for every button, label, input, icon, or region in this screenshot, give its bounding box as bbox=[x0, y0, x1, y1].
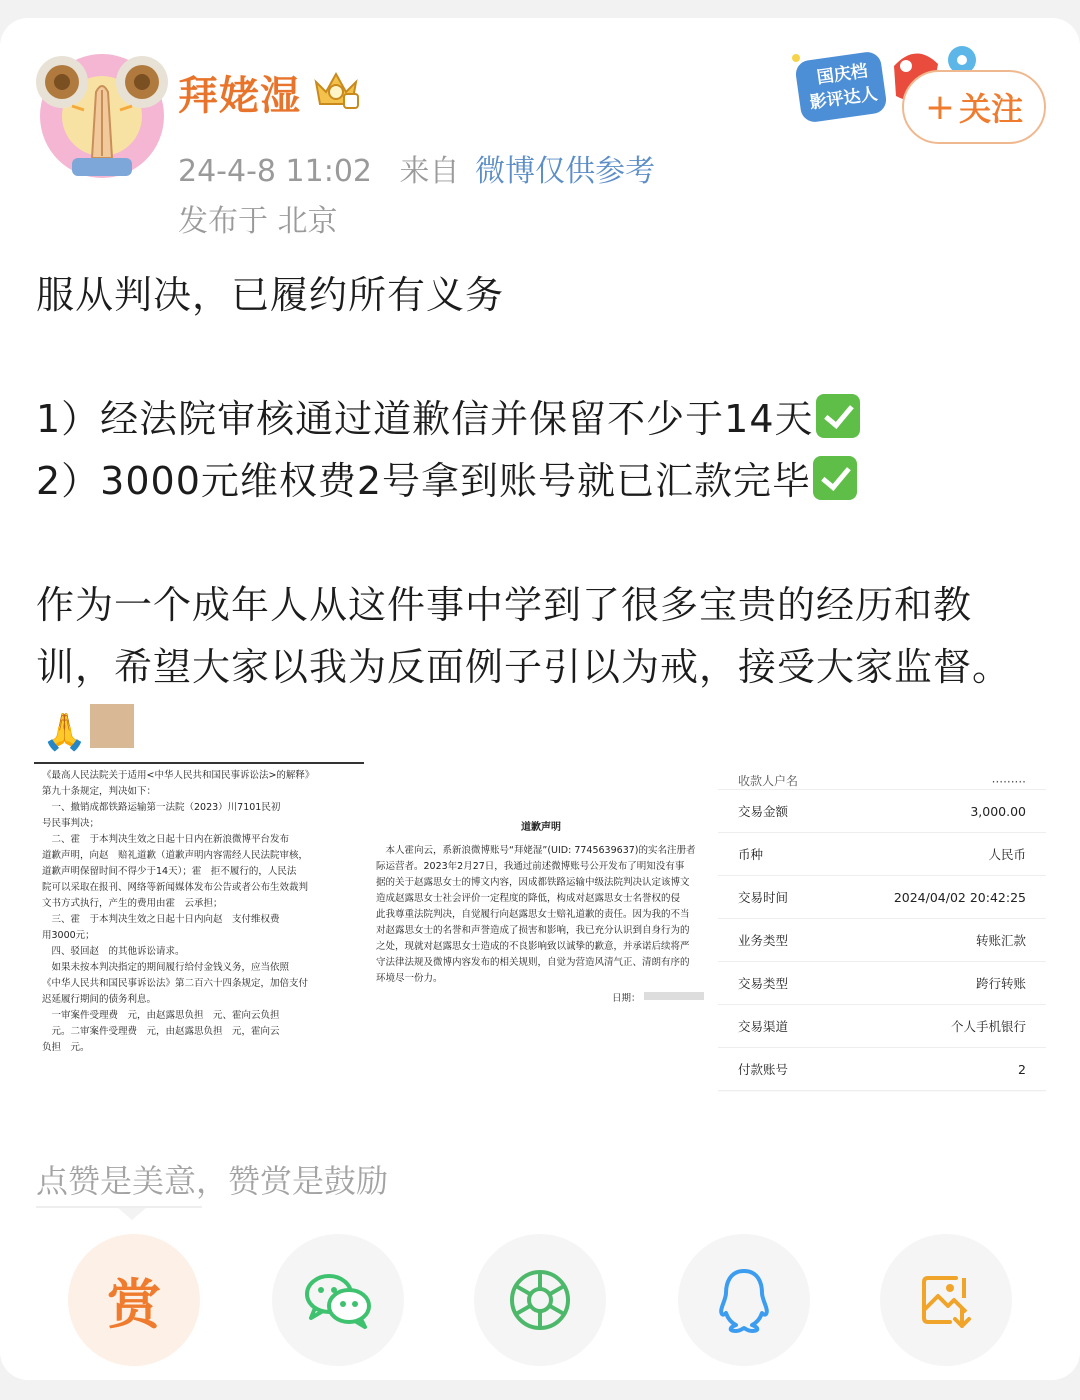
doc-line: 道歉声明，向赵 赔礼道歉（道歉声明内容需经人民法院审核， bbox=[42, 850, 309, 861]
post-meta bbox=[178, 146, 655, 190]
weibo-post-card bbox=[0, 18, 1080, 1380]
post-location: 发布于 北京 bbox=[178, 204, 338, 239]
doc-line: 负担 元。 bbox=[42, 1042, 90, 1053]
tx-value: 2024/04/02 20:42:25 bbox=[893, 889, 1026, 905]
bank-transfer-image[interactable] bbox=[718, 762, 1046, 1092]
tx-top-row: 收款人户名 ········· bbox=[718, 762, 1046, 790]
tx-label: 交易时间 bbox=[738, 890, 789, 905]
doc-line: 号民事判决； bbox=[42, 818, 100, 829]
apology-text bbox=[376, 843, 706, 987]
post-paragraph: 作为一个成年人从这件事中学到了很多宝贵的经历和教训，希望大家以我为反面例子引以为戒，接受大家监督。🙏 bbox=[36, 574, 1046, 764]
doc-line: 二、霍 于本判决生效之日起十日内在新浪微博平台发布 bbox=[42, 834, 290, 845]
save-image-button[interactable] bbox=[880, 1234, 1012, 1366]
doc-line: 三、霍 于本判决生效之日起十日内向赵 支付维权费 bbox=[42, 914, 280, 925]
share-qq-button[interactable] bbox=[678, 1234, 810, 1366]
doc-line: 之处，现就对赵露思女士造成的不良影响致以诚挚的歉意，并承诺后续将严 bbox=[376, 941, 690, 952]
doc-line: 造成赵露思女士社会评价一定程度的降低，构成对赵露思女士名誉权的侵 bbox=[376, 893, 681, 904]
post-time: 24-4-8 11:02 bbox=[178, 154, 372, 189]
doc-line: 迟延履行期间的债务利息。 bbox=[42, 994, 157, 1005]
skin-tone-emoji-icon bbox=[90, 704, 134, 748]
doc-line: 一、撤销成都铁路运输第一法院（2023）川7101民初 bbox=[42, 802, 281, 813]
doc-line: 《最高人民法院关于适用<中华人民共和国民事诉讼法>的解释》 bbox=[42, 770, 315, 781]
tx-row bbox=[718, 833, 1046, 876]
tx-value: 人民币 bbox=[988, 847, 1026, 862]
tip-arrow bbox=[118, 1208, 146, 1220]
doc-line: 守法律法规及微博内容发布的相关规则，自觉为营造风清气正、清朗有序的 bbox=[376, 957, 690, 968]
doc-line: 此我尊重法院判决，自觉履行向赵露思女士赔礼道歉的责任。因为我的不当 bbox=[376, 909, 690, 920]
doc-line: 四、驳回赵 的其他诉讼请求。 bbox=[42, 946, 185, 957]
post-source-link[interactable]: 微博仅供参考 bbox=[475, 154, 656, 189]
share-wechat-button[interactable] bbox=[272, 1234, 404, 1366]
judgment-text bbox=[34, 764, 364, 1060]
tx-label: 币种 bbox=[738, 847, 764, 862]
apology-date-label: 日期： bbox=[612, 993, 641, 1004]
doc-line: 第九十条规定，判决如下： bbox=[42, 786, 157, 797]
wechat-icon bbox=[303, 1270, 373, 1330]
tx-label: 业务类型 bbox=[738, 933, 789, 948]
tx-value: 跨行转账 bbox=[975, 976, 1026, 991]
avatar[interactable] bbox=[32, 40, 172, 180]
tx-row bbox=[718, 962, 1046, 1005]
post-item-1: 1）经法院审核通过道歉信并保留不少于14天 bbox=[36, 388, 1046, 450]
tx-label: 交易金额 bbox=[738, 804, 789, 819]
tx-row bbox=[718, 1005, 1046, 1048]
tx-value: 个人手机银行 bbox=[950, 1019, 1026, 1034]
doc-line: 院可以采取在报刊、网络等新闻媒体发布公告或者公布生效裁判 bbox=[42, 882, 309, 893]
tx-label: 交易渠道 bbox=[738, 1019, 789, 1034]
tx-value: 3,000.00 bbox=[970, 803, 1026, 819]
plus-icon: + bbox=[924, 86, 956, 128]
transaction-rows bbox=[718, 790, 1046, 1091]
doc-line: 据的关于赵露思女士的博文内容，因成都铁路运输中级法院判决认定该博文 bbox=[376, 877, 690, 888]
tx-row bbox=[718, 790, 1046, 833]
crown-badge-icon bbox=[310, 66, 362, 112]
doc-line: 对赵露思女士的名誉和声誉造成了损害和影响，我已充分认识到自身行为的 bbox=[376, 925, 690, 936]
qq-icon bbox=[714, 1267, 774, 1333]
doc-line: 一审案件受理费 元，由赵露思负担 元、霍向云负担 bbox=[42, 1010, 280, 1021]
tx-row bbox=[718, 919, 1046, 962]
badge-line1: 国庆档 bbox=[815, 61, 869, 89]
blurred-date bbox=[644, 992, 704, 1000]
post-content bbox=[36, 264, 1046, 764]
share-moments-button[interactable] bbox=[474, 1234, 606, 1366]
badge-line2: 影评达人 bbox=[808, 84, 879, 114]
post-line-1: 服从判决，已履约所有义务 bbox=[36, 273, 505, 317]
check-mark-icon bbox=[813, 456, 857, 500]
tx-label: 交易类型 bbox=[738, 976, 789, 991]
pray-emoji: 🙏 bbox=[42, 712, 88, 753]
doc-line: 环境尽一份力。 bbox=[376, 973, 443, 984]
tx-row bbox=[718, 1048, 1046, 1091]
save-image-icon bbox=[916, 1270, 976, 1330]
doc-line: 《中华人民共和国民事诉讼法》第二百六十四条规定，加倍支付 bbox=[42, 978, 309, 989]
tx-value: 转账汇款 bbox=[975, 933, 1026, 948]
follow-button[interactable] bbox=[902, 70, 1046, 144]
post-item-2: 2）3000元维权费2号拿到账号就已汇款完毕 bbox=[36, 450, 1046, 512]
doc-line: 如果未按本判决指定的期间履行给付金钱义务，应当依照 bbox=[42, 962, 290, 973]
doc-line: 元。二审案件受理费 元，由赵露思负担 元，霍向云 bbox=[42, 1026, 280, 1037]
from-label: 来自 bbox=[399, 154, 460, 189]
moments-icon bbox=[508, 1268, 572, 1332]
tx-value: 2 bbox=[1018, 1061, 1026, 1077]
apology-title: 道歉声明 bbox=[521, 822, 561, 833]
apology-letter-image[interactable] bbox=[368, 762, 714, 1080]
doc-line: 道歉声明保留时间不得少于14天）；霍 拒不履行的，人民法 bbox=[42, 866, 297, 877]
reward-label: 赏 bbox=[107, 1272, 161, 1336]
doc-line: 际运营者。2023年2月27日，我通过前述微博账号公开发布了明知没有事 bbox=[376, 861, 685, 872]
court-judgment-image[interactable] bbox=[34, 762, 364, 1080]
doc-line: 本人霍向云，系新浪微博账号“拜姥湿”(UID: 7745639637)的实名注册者 bbox=[376, 845, 696, 856]
reward-tip: 点赞是美意，赞赏是鼓励 bbox=[36, 1162, 389, 1200]
doc-line: 用3000元； bbox=[42, 930, 95, 941]
follow-label: 关注 bbox=[959, 90, 1024, 128]
check-mark-icon bbox=[816, 394, 860, 438]
reward-button[interactable] bbox=[68, 1234, 200, 1366]
tx-label: 付款账号 bbox=[738, 1062, 789, 1077]
doc-line: 文书方式执行，产生的费用由霍 云承担； bbox=[42, 898, 223, 909]
tx-row bbox=[718, 876, 1046, 919]
username[interactable]: 拜姥湿 bbox=[178, 73, 301, 119]
